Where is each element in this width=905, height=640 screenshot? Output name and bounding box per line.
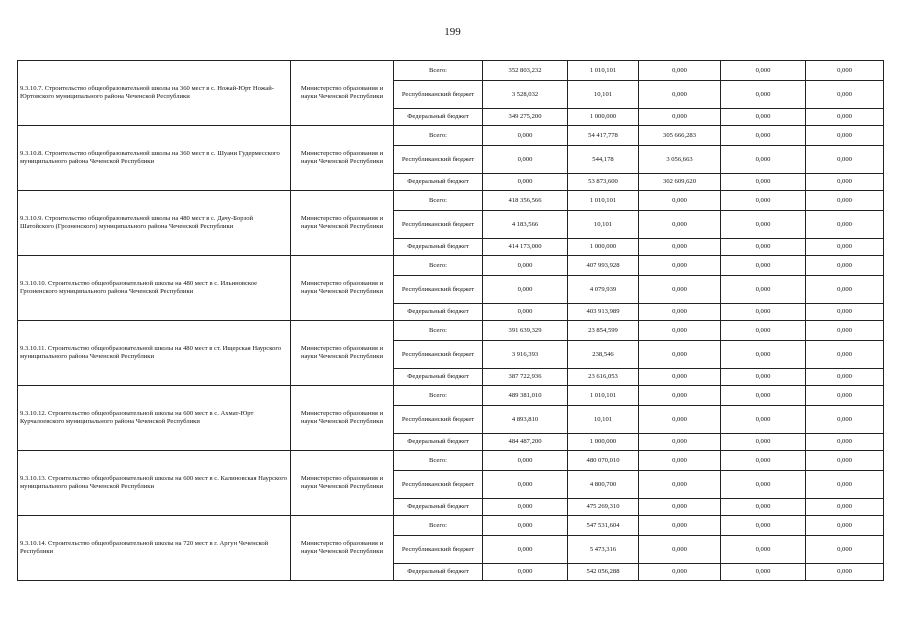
funding-source-cell: Всего:	[394, 386, 483, 406]
project-name-cell: 9.3.10.7. Строительство общеобразовательной школы на 360 мест в с. Ножай-Юрт Ножай-Юртовского муниципального района Чеченской Республики	[18, 61, 291, 126]
funding-source-cell: Республиканский бюджет	[394, 81, 483, 109]
funding-source-cell: Федеральный бюджет	[394, 369, 483, 386]
project-name-cell: 9.3.10.11. Строительство общеобразовательной школы на 480 мест в ст. Ищерская Наурского муниципального района Чеченской Республики	[18, 321, 291, 386]
amount-cell: 542 056,288	[568, 564, 639, 581]
amount-cell: 4 893,810	[483, 406, 568, 434]
amount-cell: 4 183,566	[483, 211, 568, 239]
amount-cell: 0,000	[639, 211, 721, 239]
funding-source-cell: Республиканский бюджет	[394, 471, 483, 499]
amount-cell: 0,000	[806, 536, 884, 564]
amount-cell: 0,000	[806, 406, 884, 434]
ministry-cell: Министерство образования и науки Чеченской Республики	[291, 191, 394, 256]
amount-cell: 0,000	[806, 126, 884, 146]
amount-cell: 23 854,599	[568, 321, 639, 341]
amount-cell: 0,000	[639, 191, 721, 211]
amount-cell: 1 010,101	[568, 191, 639, 211]
amount-cell: 0,000	[721, 61, 806, 81]
amount-cell: 0,000	[483, 516, 568, 536]
amount-cell: 403 913,989	[568, 304, 639, 321]
amount-cell: 0,000	[721, 81, 806, 109]
amount-cell: 407 993,928	[568, 256, 639, 276]
amount-cell: 0,000	[639, 499, 721, 516]
table-body	[18, 61, 884, 581]
project-name-cell: 9.3.10.8. Строительство общеобразовательной школы на 360 мест в с. Шуани Гудермесского муниципального района Чеченской Республики	[18, 126, 291, 191]
amount-cell: 0,000	[639, 564, 721, 581]
amount-cell: 547 531,604	[568, 516, 639, 536]
ministry-cell: Министерство образования и науки Чеченской Республики	[291, 126, 394, 191]
amount-cell: 0,000	[483, 471, 568, 499]
amount-cell: 10,101	[568, 81, 639, 109]
amount-cell: 0,000	[639, 406, 721, 434]
table-row	[18, 256, 884, 276]
table-row	[18, 191, 884, 211]
amount-cell: 10,101	[568, 211, 639, 239]
amount-cell: 0,000	[721, 126, 806, 146]
funding-source-cell: Федеральный бюджет	[394, 434, 483, 451]
amount-cell: 0,000	[806, 211, 884, 239]
amount-cell: 0,000	[721, 321, 806, 341]
page-number: 199	[444, 26, 461, 38]
project-name-cell: 9.3.10.12. Строительство общеобразовательной школы на 600 мест в с. Ахмат-Юрт Курчалоевского муниципального района Чеченской Республики	[18, 386, 291, 451]
table-row	[18, 451, 884, 471]
amount-cell: 0,000	[721, 536, 806, 564]
amount-cell: 0,000	[639, 369, 721, 386]
amount-cell: 414 173,000	[483, 239, 568, 256]
amount-cell: 0,000	[639, 471, 721, 499]
funding-source-cell: Федеральный бюджет	[394, 304, 483, 321]
amount-cell: 352 803,232	[483, 61, 568, 81]
amount-cell: 0,000	[806, 256, 884, 276]
amount-cell: 0,000	[483, 256, 568, 276]
funding-source-cell: Всего:	[394, 126, 483, 146]
amount-cell: 0,000	[483, 451, 568, 471]
amount-cell: 0,000	[639, 451, 721, 471]
amount-cell: 1 000,000	[568, 109, 639, 126]
amount-cell: 5 473,316	[568, 536, 639, 564]
amount-cell: 0,000	[483, 146, 568, 174]
amount-cell: 0,000	[806, 369, 884, 386]
amount-cell: 0,000	[806, 239, 884, 256]
ministry-cell: Министерство образования и науки Чеченской Республики	[291, 516, 394, 581]
amount-cell: 480 070,010	[568, 451, 639, 471]
funding-source-cell: Республиканский бюджет	[394, 146, 483, 174]
amount-cell: 1 000,000	[568, 239, 639, 256]
amount-cell: 0,000	[721, 256, 806, 276]
amount-cell: 0,000	[639, 434, 721, 451]
amount-cell: 3 916,393	[483, 341, 568, 369]
amount-cell: 0,000	[721, 211, 806, 239]
ministry-cell: Министерство образования и науки Чеченской Республики	[291, 386, 394, 451]
amount-cell: 0,000	[721, 239, 806, 256]
amount-cell: 0,000	[483, 564, 568, 581]
amount-cell: 391 639,329	[483, 321, 568, 341]
amount-cell: 0,000	[483, 304, 568, 321]
amount-cell: 484 487,200	[483, 434, 568, 451]
amount-cell: 53 873,600	[568, 174, 639, 191]
amount-cell: 0,000	[721, 276, 806, 304]
amount-cell: 0,000	[721, 369, 806, 386]
funding-source-cell: Федеральный бюджет	[394, 499, 483, 516]
amount-cell: 0,000	[483, 499, 568, 516]
funding-source-cell: Республиканский бюджет	[394, 211, 483, 239]
amount-cell: 387 722,936	[483, 369, 568, 386]
amount-cell: 0,000	[721, 191, 806, 211]
table-row	[18, 386, 884, 406]
amount-cell: 0,000	[721, 406, 806, 434]
amount-cell: 0,000	[806, 451, 884, 471]
amount-cell: 475 269,310	[568, 499, 639, 516]
amount-cell: 4 800,700	[568, 471, 639, 499]
ministry-cell: Министерство образования и науки Чеченской Республики	[291, 256, 394, 321]
amount-cell: 0,000	[721, 146, 806, 174]
amount-cell: 0,000	[806, 434, 884, 451]
amount-cell: 302 609,620	[639, 174, 721, 191]
funding-source-cell: Всего:	[394, 61, 483, 81]
amount-cell: 0,000	[806, 276, 884, 304]
amount-cell: 0,000	[639, 61, 721, 81]
table-row	[18, 126, 884, 146]
amount-cell: 0,000	[639, 239, 721, 256]
funding-source-cell: Всего:	[394, 451, 483, 471]
amount-cell: 0,000	[721, 109, 806, 126]
amount-cell: 4 079,939	[568, 276, 639, 304]
funding-source-cell: Федеральный бюджет	[394, 239, 483, 256]
amount-cell: 238,546	[568, 341, 639, 369]
amount-cell: 0,000	[721, 386, 806, 406]
amount-cell: 0,000	[639, 321, 721, 341]
amount-cell: 3 056,663	[639, 146, 721, 174]
project-name-cell: 9.3.10.10. Строительство общеобразовательной школы на 480 мест в с. Ильиновское Грозненского муниципального района Чеченской Республики	[18, 256, 291, 321]
project-name-cell: 9.3.10.13. Строительство общеобразовательной школы на 600 мест в с. Калиновская Наурского муниципального района Чеченской Республики	[18, 451, 291, 516]
amount-cell: 10,101	[568, 406, 639, 434]
amount-cell: 0,000	[639, 256, 721, 276]
table-row	[18, 516, 884, 536]
amount-cell: 0,000	[483, 276, 568, 304]
amount-cell: 0,000	[806, 564, 884, 581]
amount-cell: 0,000	[806, 109, 884, 126]
funding-source-cell: Федеральный бюджет	[394, 564, 483, 581]
budget-table	[17, 60, 884, 581]
amount-cell: 0,000	[639, 109, 721, 126]
table-row	[18, 321, 884, 341]
amount-cell: 0,000	[483, 174, 568, 191]
funding-source-cell: Республиканский бюджет	[394, 406, 483, 434]
ministry-cell: Министерство образования и науки Чеченской Республики	[291, 321, 394, 386]
amount-cell: 0,000	[806, 191, 884, 211]
funding-source-cell: Всего:	[394, 256, 483, 276]
amount-cell: 0,000	[721, 174, 806, 191]
amount-cell: 0,000	[721, 471, 806, 499]
amount-cell: 418 356,566	[483, 191, 568, 211]
amount-cell: 0,000	[806, 174, 884, 191]
amount-cell: 0,000	[806, 81, 884, 109]
funding-source-cell: Федеральный бюджет	[394, 174, 483, 191]
amount-cell: 0,000	[806, 471, 884, 499]
amount-cell: 305 666,283	[639, 126, 721, 146]
amount-cell: 1 000,000	[568, 434, 639, 451]
funding-source-cell: Республиканский бюджет	[394, 341, 483, 369]
amount-cell: 1 010,101	[568, 386, 639, 406]
amount-cell: 23 616,053	[568, 369, 639, 386]
amount-cell: 0,000	[806, 321, 884, 341]
ministry-cell: Министерство образования и науки Чеченской Республики	[291, 451, 394, 516]
funding-source-cell: Федеральный бюджет	[394, 109, 483, 126]
amount-cell: 489 381,010	[483, 386, 568, 406]
amount-cell: 0,000	[721, 516, 806, 536]
amount-cell: 544,178	[568, 146, 639, 174]
amount-cell: 1 010,101	[568, 61, 639, 81]
amount-cell: 0,000	[721, 499, 806, 516]
amount-cell: 0,000	[806, 61, 884, 81]
table-row	[18, 61, 884, 81]
funding-source-cell: Всего:	[394, 321, 483, 341]
amount-cell: 0,000	[639, 516, 721, 536]
funding-source-cell: Республиканский бюджет	[394, 276, 483, 304]
amount-cell: 0,000	[721, 304, 806, 321]
project-name-cell: 9.3.10.9. Строительство общеобразовательной школы на 480 мест в с. Дачу-Борзой Шатойского (Грозненского) муниципального района Чеченской Республики	[18, 191, 291, 256]
project-name-cell: 9.3.10.14. Строительство общеобразовательной школы на 720 мест в г. Аргун Чеченской Республики	[18, 516, 291, 581]
amount-cell: 0,000	[721, 434, 806, 451]
amount-cell: 3 528,032	[483, 81, 568, 109]
funding-source-cell: Всего:	[394, 191, 483, 211]
funding-source-cell: Республиканский бюджет	[394, 536, 483, 564]
ministry-cell: Министерство образования и науки Чеченской Республики	[291, 61, 394, 126]
amount-cell: 0,000	[639, 81, 721, 109]
amount-cell: 0,000	[639, 386, 721, 406]
amount-cell: 0,000	[806, 386, 884, 406]
amount-cell: 0,000	[721, 341, 806, 369]
amount-cell: 0,000	[806, 516, 884, 536]
funding-source-cell: Всего:	[394, 516, 483, 536]
amount-cell: 0,000	[483, 536, 568, 564]
amount-cell: 349 275,200	[483, 109, 568, 126]
amount-cell: 0,000	[639, 276, 721, 304]
amount-cell: 0,000	[639, 304, 721, 321]
amount-cell: 0,000	[806, 146, 884, 174]
amount-cell: 0,000	[806, 499, 884, 516]
amount-cell: 0,000	[721, 451, 806, 471]
amount-cell: 54 417,778	[568, 126, 639, 146]
amount-cell: 0,000	[483, 126, 568, 146]
amount-cell: 0,000	[639, 341, 721, 369]
amount-cell: 0,000	[806, 304, 884, 321]
amount-cell: 0,000	[721, 564, 806, 581]
amount-cell: 0,000	[639, 536, 721, 564]
amount-cell: 0,000	[806, 341, 884, 369]
